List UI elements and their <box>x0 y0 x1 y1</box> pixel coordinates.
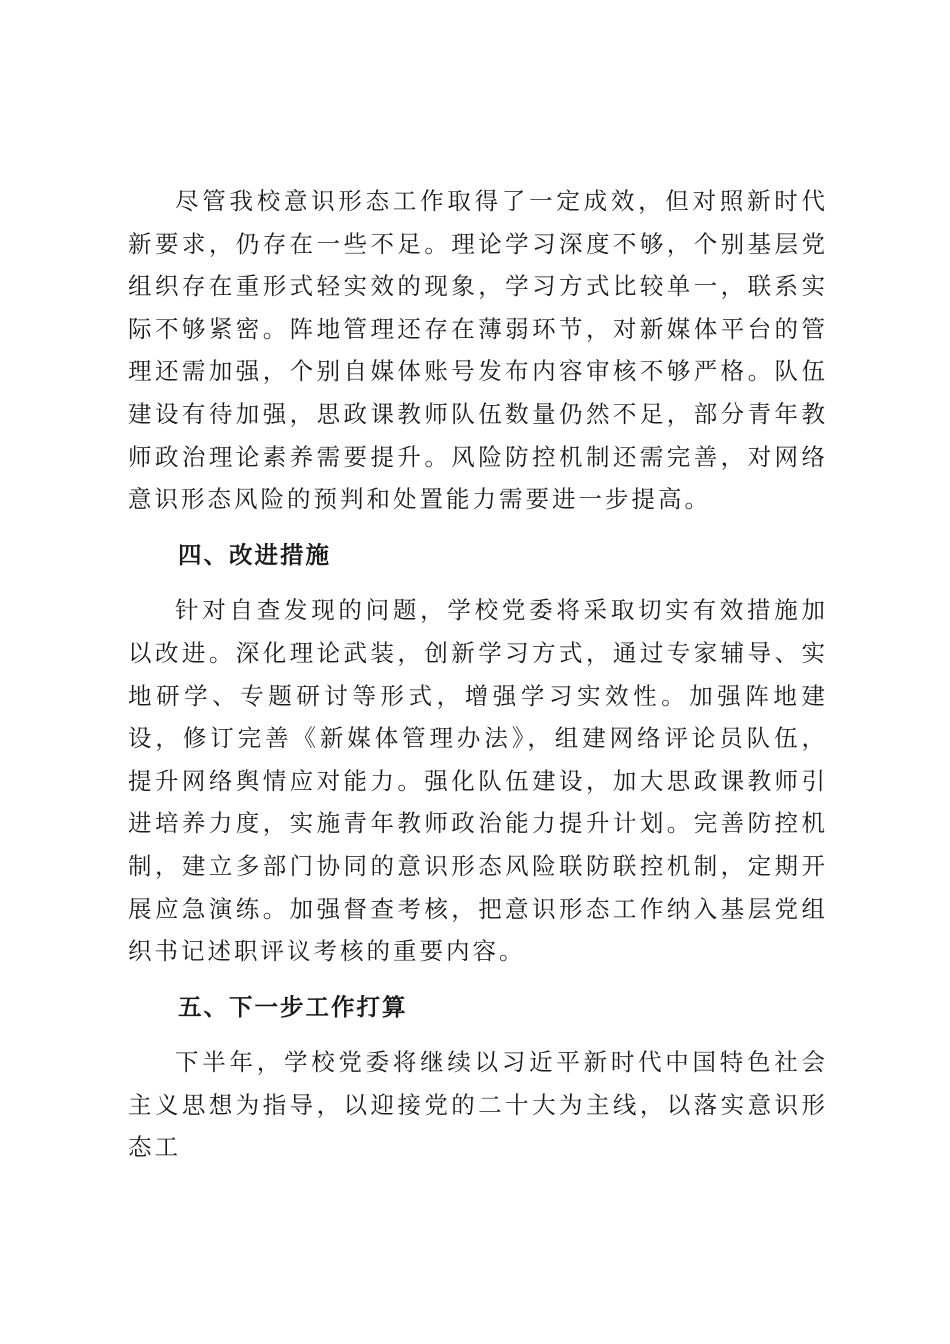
section-heading-next-steps: 五、下一步工作打算 <box>178 992 408 1021</box>
section-heading-improvement-measures: 四、改进措施 <box>178 540 331 569</box>
improvement-measures-paragraph: 针对自查发现的问题，学校党委将采取切实有效措施加以改进。深化理论武装，创新学习方式，通过专家辅导、实地研学、专题研讨等形式，增强学习实效性。加强阵地建设，修订完善《新媒体管理办法》，组建网络评论员队伍，提升网络舆情应对能力。强化队伍建设，加大思政课教师引进培养力度，实施青年教师政治能力提升计划。完善防控机制，建立多部门协同的意识形态风险联防联控机制，定期开展应急演练。加强督查考核，把意识形态工作纳入基层党组织书记述职评议考核的重要内容。 <box>128 596 828 966</box>
problems-paragraph: 尽管我校意识形态工作取得了一定成效，但对照新时代新要求，仍存在一些不足。理论学习深度不够，个别基层党组织存在重形式轻实效的现象，学习方式比较单一，联系实际不够紧密。阵地管理还存在薄弱环节，对新媒体平台的管理还需加强，个别自媒体账号发布内容审核不够严格。队伍建设有待加强，思政课教师队伍数量仍然不足，部分青年教师政治理论素养需要提升。风险防控机制还需完善，对网络意识形态风险的预判和处置能力需要进一步提高。 <box>128 187 828 514</box>
next-steps-paragraph: 下半年，学校党委将继续以习近平新时代中国特色社会主义思想为指导，以迎接党的二十大为主线，以落实意识形态工 <box>128 1048 828 1162</box>
document-body <box>128 180 828 1169</box>
